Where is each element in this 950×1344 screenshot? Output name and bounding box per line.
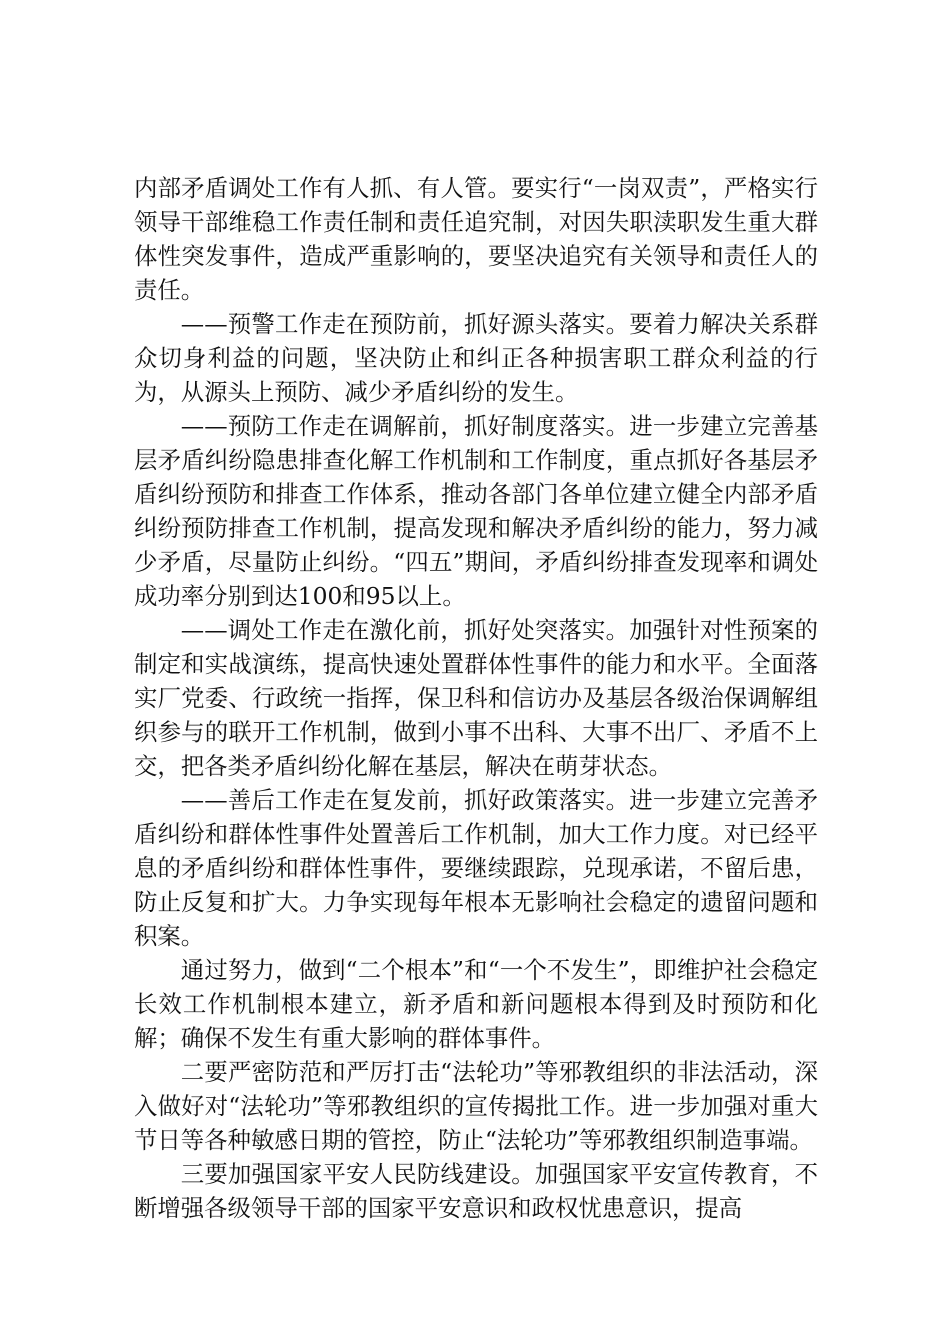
paragraph-2: ——预警工作走在预防前，抓好源头落实。要着力解决关系群众切身利益的问题，坚决防止和纠正各种损害职工群众利益的行为，从源头上预防、减少矛盾纠纷的发生。 [134,310,818,406]
paragraph-5: ——善后工作走在复发前，抓好政策落实。进一步建立完善矛盾纠纷和群体性事件处置善后工作机制，加大工作力度。对已经平息的矛盾纠纷和群体性事件，要继续跟踪，兑现承诺，不留后患，防止反复和扩大。力争实现每年根本无影响社会稳定的遗留问题和积案。 [134,786,818,950]
paragraph-4: ——调处工作走在激化前，抓好处突落实。加强针对性预案的制定和实战演练，提高快速处置群体性事件的能力和水平。全面落实厂党委、行政统一指挥，保卫科和信访办及基层各级治保调解组织参与的联开工作机制，做到小事不出科、大事不出厂、矛盾不上交，把各类矛盾纠纷化解在基层，解决在萌芽状态。 [134,616,818,780]
document-body [134,171,818,1225]
paragraph-7: 二要严密防范和严厉打击“法轮功”等邪教组织的非法活动，深入做好对“法轮功”等邪教组织的宣传揭批工作。进一步加强对重大节日等各种敏感日期的管控，防止“法轮功”等邪教组织制造事端。 [134,1058,818,1154]
paragraph-3: ——预防工作走在调解前，抓好制度落实。进一步建立完善基层矛盾纠纷隐患排查化解工作机制和工作制度，重点抓好各基层矛盾纠纷预防和排查工作体系，推动各部门各单位建立健全内部矛盾纠纷预防排查工作机制，提高发现和解决矛盾纠纷的能力，努力减少矛盾，尽量防止纠纷。“四五”期间，矛盾纠纷排查发现率和调处成功率分别到达100和95以上。 [134,412,818,610]
paragraph-6: 通过努力，做到“二个根本”和“一个不发生”，即维护社会稳定长效工作机制根本建立，新矛盾和新问题根本得到及时预防和化解；确保不发生有重大影响的群体事件。 [134,956,818,1052]
paragraph-1: 内部矛盾调处工作有人抓、有人管。要实行“一岗双责”，严格实行领导干部维稳工作责任制和责任追究制，对因失职渎职发生重大群体性突发事件，造成严重影响的，要坚决追究有关领导和责任人的责任。 [134,174,818,304]
paragraph-8: 三要加强国家平安人民防线建设。加强国家平安宣传教育，不断增强各级领导干部的国家平安意识和政权忧患意识，提高 [134,1160,818,1222]
